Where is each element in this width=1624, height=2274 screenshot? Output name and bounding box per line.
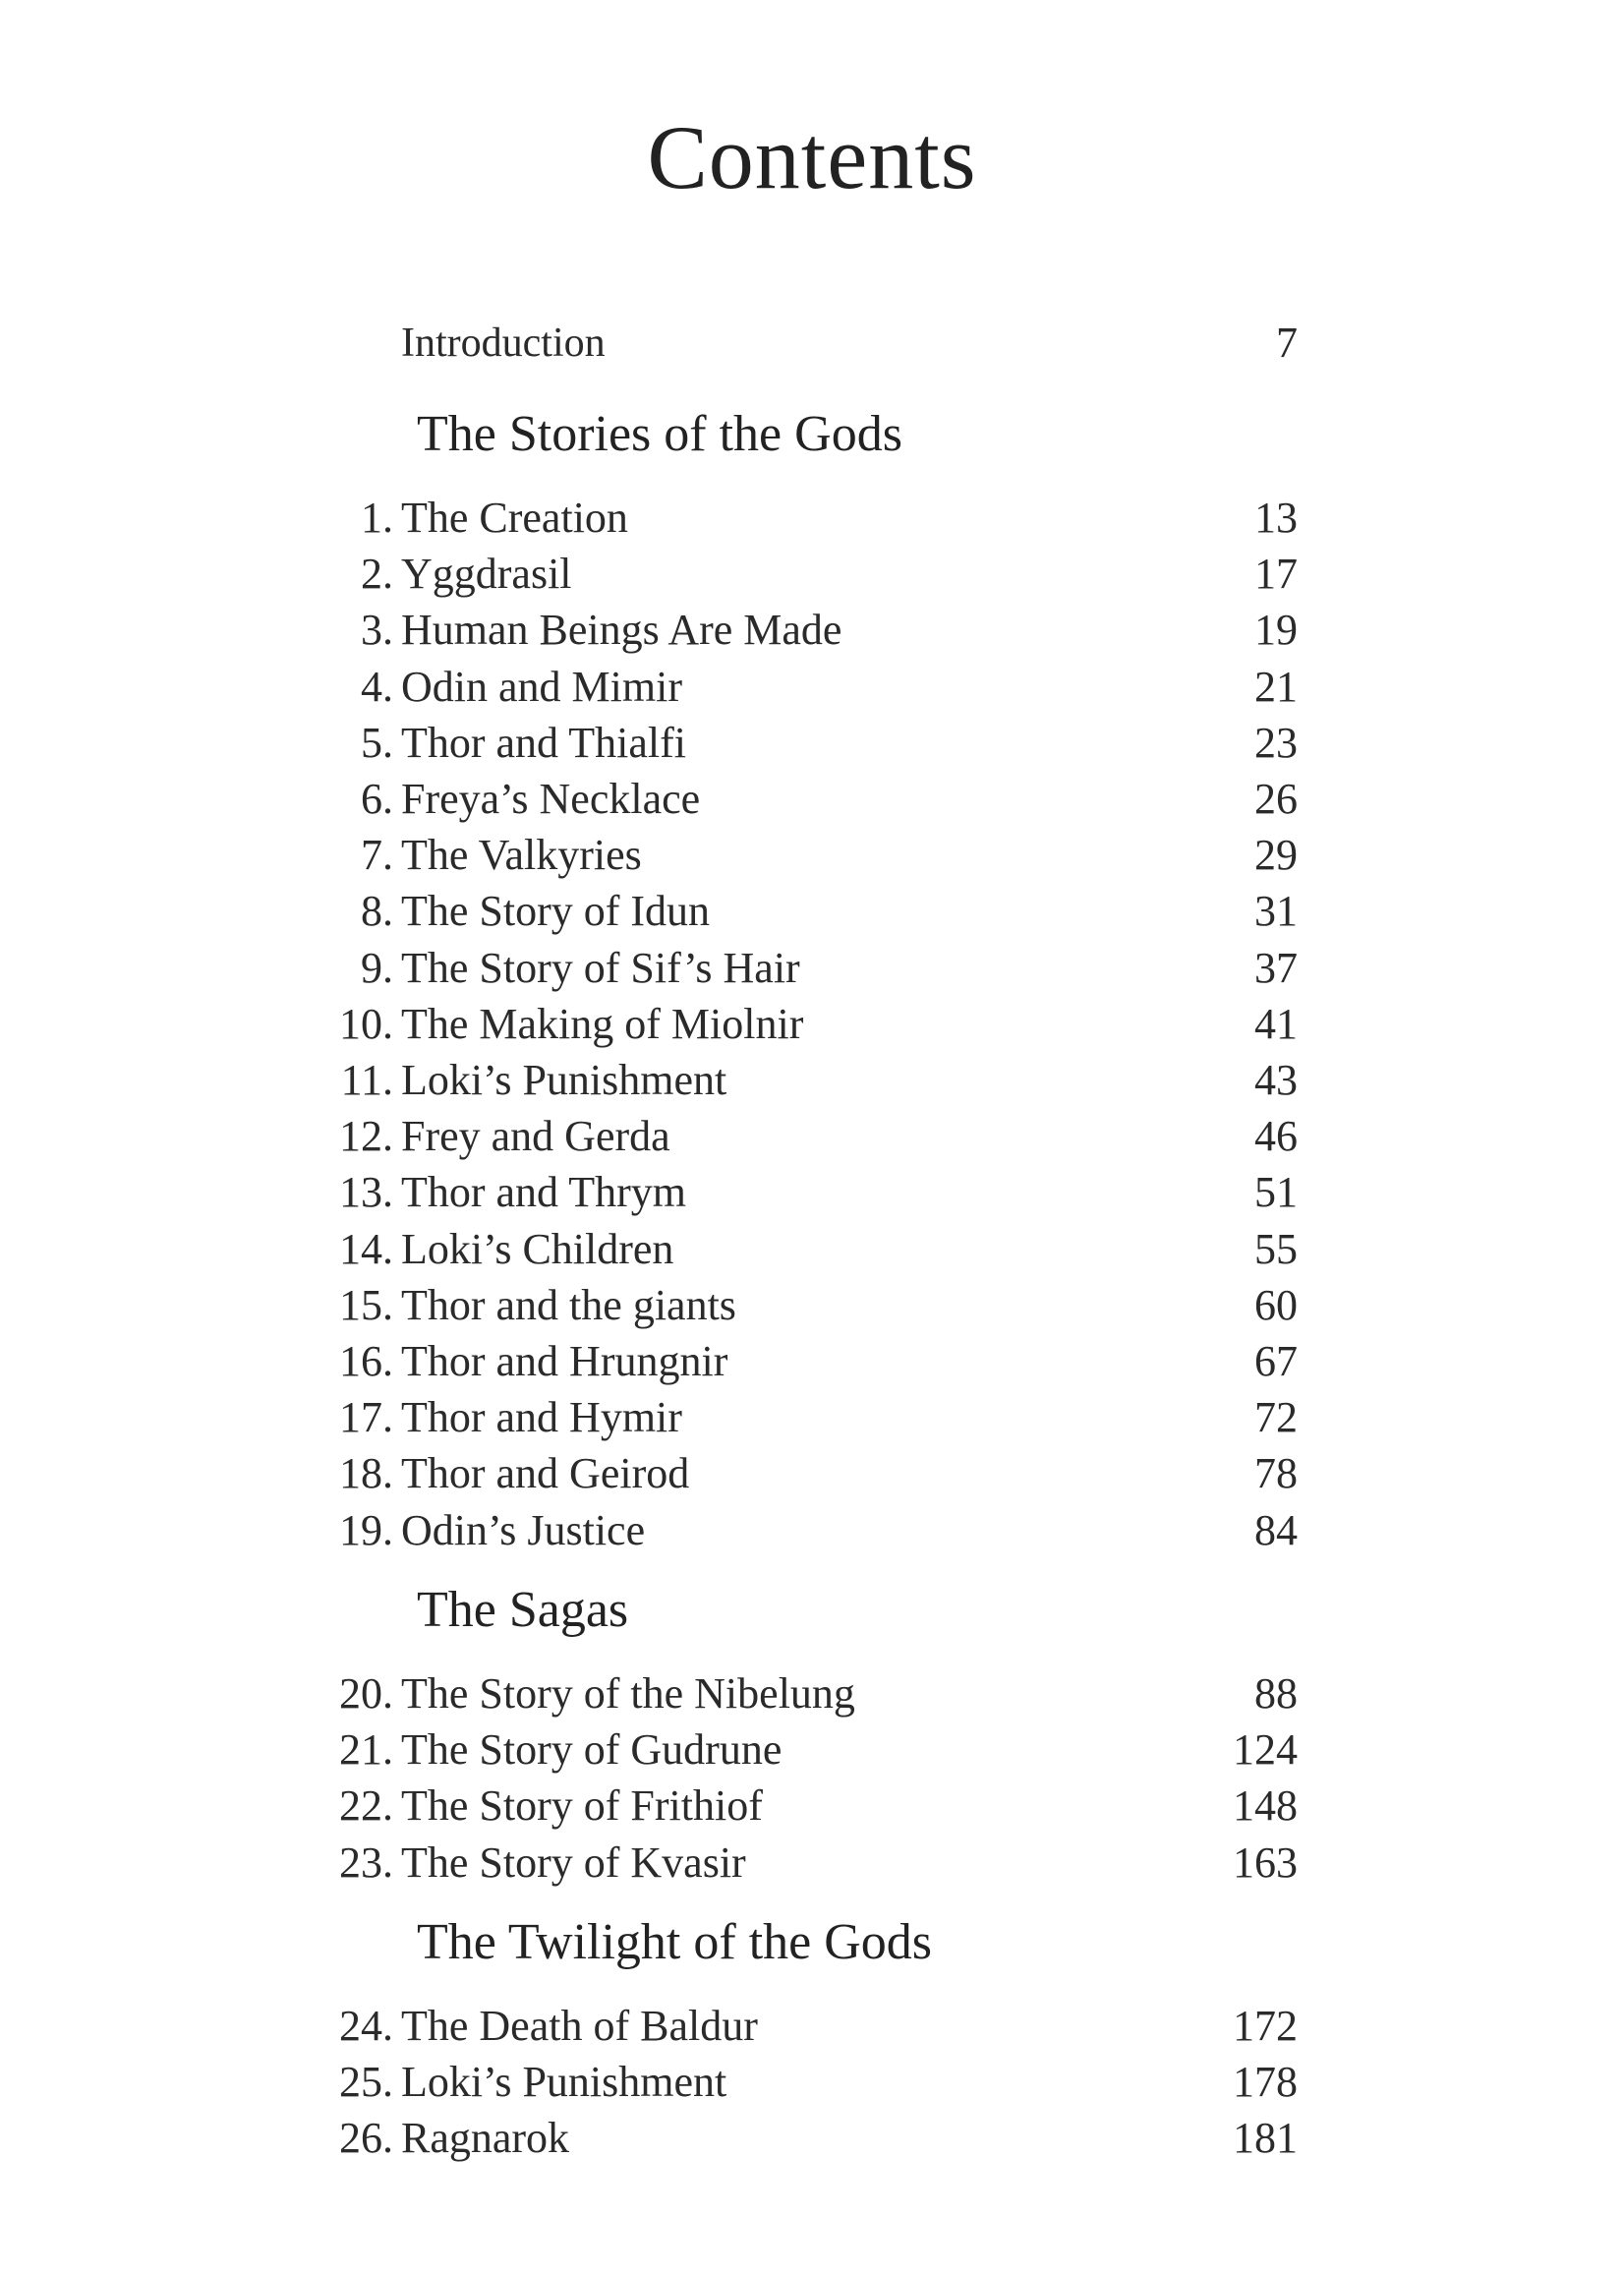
toc-entry-number: 17. [339, 1393, 393, 1442]
toc-entry[interactable] [0, 883, 1624, 940]
toc-entry-number: 21. [339, 1725, 393, 1775]
toc-entry-page: 37 [1254, 943, 1298, 992]
toc-entry-label: Yggdrasil [401, 550, 572, 599]
toc-entry-page: 60 [1254, 1280, 1298, 1329]
toc-entry[interactable] [0, 1998, 1624, 2055]
section-heading: The Sagas [417, 1582, 629, 1638]
toc-entry-number: 24. [339, 2002, 393, 2050]
toc-entry-label: Thor and Hrungnir [401, 1337, 728, 1385]
toc-entry-label: Thor and Thrym [401, 1168, 687, 1217]
toc-entry-label: Thor and the giants [401, 1280, 736, 1329]
toc-entry-page: 78 [1254, 1449, 1298, 1498]
toc-entry-label: The Story of Gudrune [401, 1725, 783, 1775]
toc-entry[interactable] [0, 940, 1624, 997]
toc-entry-number: 20. [339, 1669, 393, 1718]
toc-entry-label: The Making of Miolnir [401, 999, 804, 1048]
toc-entry[interactable] [0, 827, 1624, 884]
toc-entry[interactable] [0, 1108, 1624, 1165]
toc-entry[interactable] [0, 1502, 1624, 1559]
toc-entry-number: 14. [339, 1224, 393, 1273]
toc-entry[interactable] [0, 1835, 1624, 1892]
toc-entry[interactable] [0, 1164, 1624, 1221]
toc-entry-page: 26 [1254, 775, 1298, 823]
toc-entry-label: The Creation [401, 494, 628, 542]
toc-entry-page: 41 [1254, 999, 1298, 1048]
toc-entry-label: Freya’s Necklace [401, 775, 701, 823]
toc-entry[interactable] [0, 715, 1624, 772]
toc-entry-number: 15. [339, 1280, 393, 1329]
toc-entry[interactable] [0, 1389, 1624, 1446]
toc-entry-number: 19. [339, 1505, 393, 1554]
toc-entry-label: The Story of Kvasir [401, 1837, 746, 1887]
toc-entry-page: 43 [1254, 1056, 1298, 1104]
toc-entry-page: 178 [1233, 2058, 1298, 2107]
toc-entry-label: Ragnarok [401, 2114, 570, 2163]
toc-entry-number: 5. [361, 718, 393, 767]
toc-entry-number: 10. [339, 999, 393, 1048]
toc-entry-label: Introduction [401, 321, 606, 366]
section-heading: The Twilight of the Gods [417, 1914, 933, 1970]
toc-entry-page: 84 [1254, 1505, 1298, 1554]
toc-entry[interactable] [0, 996, 1624, 1053]
toc-entry-number: 2. [361, 550, 393, 599]
toc-entry-number: 7. [361, 831, 393, 880]
toc-entry-number: 18. [339, 1449, 393, 1498]
toc-entry-label: Odin and Mimir [401, 662, 682, 711]
toc-entry-label: Frey and Gerda [401, 1112, 670, 1161]
toc-entry-label: The Story of Frithiof [401, 1781, 763, 1831]
toc-entry[interactable] [0, 1221, 1624, 1278]
toc-entry-label: The Death of Baldur [401, 2002, 758, 2050]
toc-entry-number: 3. [361, 606, 393, 655]
toc-entry-number: 6. [361, 775, 393, 823]
toc-entry[interactable] [0, 1778, 1624, 1835]
toc-entry-page: 13 [1254, 494, 1298, 542]
toc-entry-label: The Story of Sif’s Hair [401, 943, 800, 992]
toc-entry-page: 67 [1254, 1337, 1298, 1385]
section-heading: The Stories of the Gods [417, 406, 902, 462]
toc-entry[interactable] [0, 2054, 1624, 2111]
toc-entry[interactable] [0, 2110, 1624, 2167]
toc-entry-page: 46 [1254, 1112, 1298, 1161]
toc-entry-page: 21 [1254, 662, 1298, 711]
toc-entry-page: 51 [1254, 1168, 1298, 1217]
toc-entry[interactable] [0, 1333, 1624, 1390]
toc-entry[interactable] [0, 1052, 1624, 1109]
toc-entry-label: Thor and Hymir [401, 1393, 682, 1442]
toc-entry[interactable] [0, 771, 1624, 828]
toc-entry-number: 11. [340, 1056, 393, 1104]
toc-entry-page: 19 [1254, 606, 1298, 655]
toc-entry[interactable] [0, 546, 1624, 603]
toc-entry[interactable] [0, 490, 1624, 547]
toc-entry-page: 72 [1254, 1393, 1298, 1442]
toc-entry-label: Human Beings Are Made [401, 606, 842, 655]
toc-entry[interactable] [0, 602, 1624, 659]
toc-entry-number: 4. [361, 662, 393, 711]
toc-entry-page: 148 [1233, 1781, 1298, 1831]
toc-entry-label: Thor and Geirod [401, 1449, 690, 1498]
toc-entry[interactable] [0, 1721, 1624, 1778]
toc-entry-label: Loki’s Children [401, 1224, 674, 1273]
toc-entry-label: Thor and Thialfi [401, 718, 686, 767]
toc-entry-page: 163 [1233, 1837, 1298, 1887]
toc-entry-page: 181 [1233, 2114, 1298, 2163]
toc-entry-page: 7 [1276, 319, 1298, 367]
toc-entry-page: 29 [1254, 831, 1298, 880]
page-title: Contents [647, 107, 977, 207]
toc-entry-label: The Valkyries [401, 831, 642, 880]
toc-entry-page: 124 [1233, 1725, 1298, 1775]
toc-entry-number: 22. [339, 1781, 393, 1831]
toc-entry-label: Loki’s Punishment [401, 1056, 727, 1104]
toc-entry-number: 1. [361, 494, 393, 542]
toc-entry-number: 16. [339, 1337, 393, 1385]
toc-entry-label: The Story of Idun [401, 887, 711, 936]
toc-entry-number: 25. [339, 2058, 393, 2107]
toc-entry[interactable] [0, 1277, 1624, 1334]
toc-entry-page: 172 [1233, 2002, 1298, 2050]
toc-entry[interactable] [0, 659, 1624, 716]
toc-entry-number: 26. [339, 2114, 393, 2163]
toc-entry-number: 12. [339, 1112, 393, 1161]
toc-entry[interactable] [0, 1665, 1624, 1722]
toc-entry-number: 13. [339, 1168, 393, 1217]
toc-entry-page: 17 [1254, 550, 1298, 599]
toc-entry-number: 23. [339, 1837, 393, 1887]
toc-entry-page: 23 [1254, 718, 1298, 767]
toc-entry-label: The Story of the Nibelung [401, 1669, 855, 1718]
toc-entry-introduction[interactable] [0, 315, 1624, 372]
toc-entry-label: Odin’s Justice [401, 1505, 646, 1554]
toc-entry-page: 55 [1254, 1224, 1298, 1273]
toc-entry-number: 8. [361, 887, 393, 936]
toc-entry-label: Loki’s Punishment [401, 2058, 727, 2107]
toc-entry-page: 31 [1254, 887, 1298, 936]
toc-entry-page: 88 [1254, 1669, 1298, 1718]
toc-entry-number: 9. [361, 943, 393, 992]
toc-entry[interactable] [0, 1445, 1624, 1502]
